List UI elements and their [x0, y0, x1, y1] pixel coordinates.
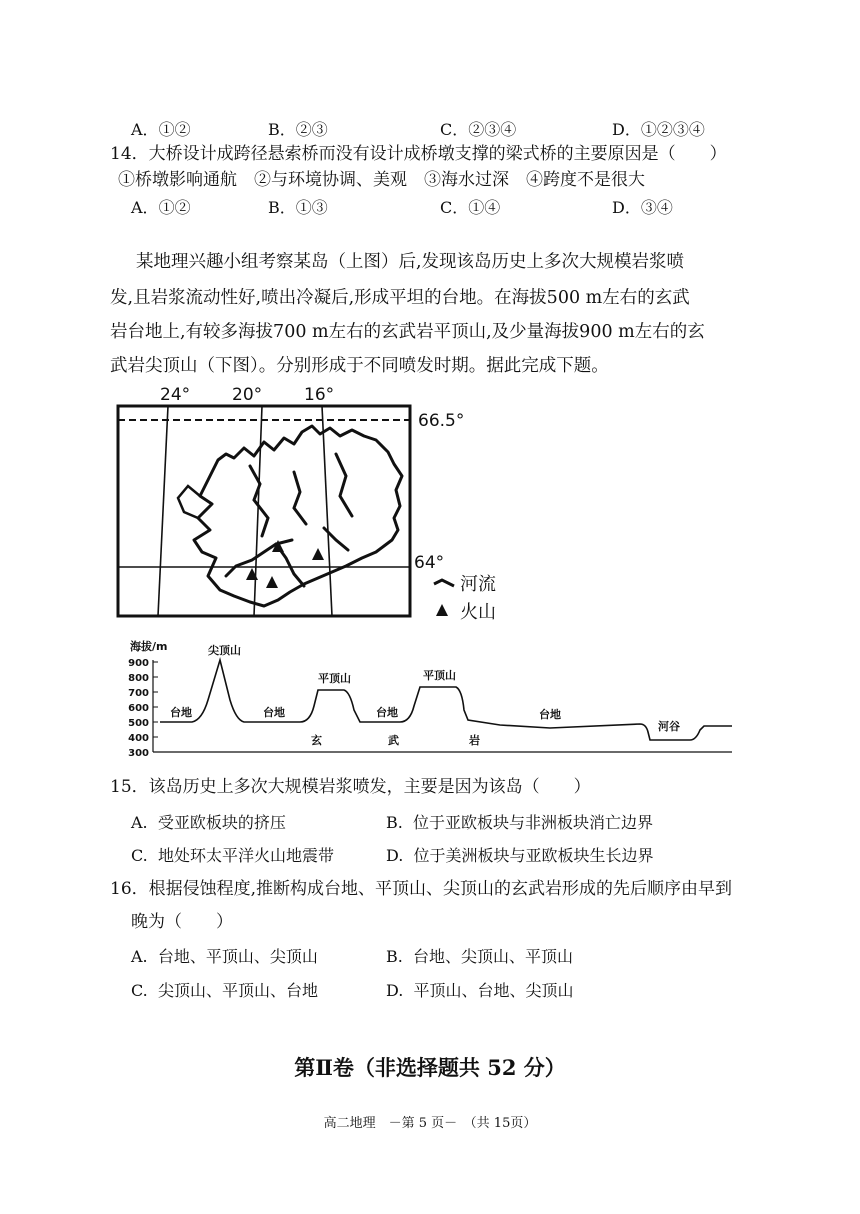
ytick-label: 300	[128, 748, 149, 759]
ytick-label: 900	[128, 658, 149, 669]
meridian-24	[158, 406, 168, 616]
label-plateau-3: 台地	[376, 706, 398, 719]
q16-stem-cont: 晚为（ ）	[131, 912, 233, 932]
profile-ytick-labels	[128, 658, 149, 759]
lon-label: 16°	[304, 385, 335, 405]
label-plateau-1: 台地	[170, 706, 192, 719]
volcano-icon	[266, 576, 278, 588]
volcano-icon	[436, 604, 448, 616]
q15-stem: 15．该岛历史上多次大规模岩浆喷发，主要是因为该岛（ ）	[110, 777, 591, 797]
q16-option-b: B. 台地、尖顶山、平顶山	[386, 947, 574, 966]
section-title: 第Ⅱ卷（非选择题共 52 分）	[294, 1055, 566, 1080]
q15-option-a: A. 受亚欧板块的挤压	[131, 813, 286, 832]
ytick-label: 800	[128, 673, 149, 684]
river	[294, 472, 306, 524]
island-fjord	[178, 486, 200, 518]
river	[336, 454, 352, 516]
q16-option-d: D. 平顶山、台地、尖顶山	[386, 981, 574, 1000]
label-mesa-2: 平顶山	[423, 669, 456, 682]
q15-option-b: B. 位于亚欧板块与非洲板块消亡边界	[386, 813, 654, 832]
profile-ticks	[153, 662, 158, 752]
meridian-16	[322, 406, 332, 616]
lat-label: 66.5°	[418, 411, 465, 431]
intro-line: 某地理兴趣小组考察某岛（上图）后,发现该岛历史上多次大规模岩浆喷	[136, 252, 685, 272]
label-peak: 尖顶山	[208, 644, 241, 657]
q13-option-b: B．②③	[268, 120, 328, 139]
label-mesa-1: 平顶山	[318, 672, 351, 685]
q16-option-a: A. 台地、平顶山、尖顶山	[131, 947, 318, 966]
ytick-label: 700	[128, 688, 149, 699]
profile-ylabel: 海拔/m	[130, 640, 168, 653]
intro-line: 发,且岩浆流动性好,喷出冷凝后,形成平坦的台地。在海拔500 m左右的玄武	[110, 288, 690, 308]
intro-line: 武岩尖顶山（下图）。分别形成于不同喷发时期。据此完成下题。	[110, 356, 609, 376]
map-legend	[434, 574, 496, 623]
q14-option-d: D．③④	[612, 198, 673, 217]
label-rock: 玄	[311, 734, 322, 747]
label-plateau-4: 台地	[539, 708, 561, 721]
q15-option-d: D. 位于美洲板块与亚欧板块生长边界	[386, 846, 654, 865]
ytick-label: 500	[128, 718, 149, 729]
q14-stem: 14．大桥设计成跨径悬索桥而没有设计成桥墩支撑的梁式桥的主要原因是（ ）	[110, 144, 727, 164]
q14-statements: ①桥墩影响通航 ②与环境协调、美观 ③海水过深 ④跨度不是很大	[118, 170, 645, 190]
river	[226, 540, 292, 576]
label-rock: 岩	[469, 734, 480, 747]
lon-label: 20°	[232, 385, 263, 405]
label-valley: 河谷	[658, 720, 680, 733]
label-plateau-2: 台地	[263, 706, 285, 719]
lon-label: 24°	[160, 385, 191, 405]
intro-line: 岩台地上,有较多海拔700 m左右的玄武岩平顶山,及少量海拔900 m左右的玄	[110, 322, 705, 342]
q14-option-c: C．①④	[440, 198, 501, 217]
river-icon	[434, 580, 454, 586]
island-map	[100, 380, 520, 630]
q14-option-b: B．①③	[268, 198, 328, 217]
lat-label: 64°	[414, 553, 445, 573]
page-footer: 高二地理 －第 5 页－ （共 15页）	[323, 1116, 537, 1131]
q13-option-d: D．①②③④	[612, 120, 705, 139]
volcano-icon	[312, 548, 324, 560]
q13-option-a: A．①②	[131, 120, 191, 139]
profile-labels	[170, 643, 680, 747]
legend-label: 火山	[460, 602, 496, 623]
ytick-label: 400	[128, 733, 149, 744]
q13-option-c: C．②③④	[440, 120, 517, 139]
q16-stem: 16．根据侵蚀程度,推断构成台地、平顶山、尖顶山的玄武岩形成的先后顺序由早到	[110, 879, 733, 899]
legend-label: 河流	[460, 574, 496, 595]
q16-option-c: C. 尖顶山、平顶山、台地	[131, 981, 318, 1000]
q14-option-a: A．①②	[131, 198, 191, 217]
label-rock: 武	[388, 734, 399, 747]
ytick-label: 600	[128, 703, 149, 714]
q15-option-c: C. 地处环太平洋火山地震带	[131, 846, 334, 865]
terrain-profile	[120, 640, 740, 760]
